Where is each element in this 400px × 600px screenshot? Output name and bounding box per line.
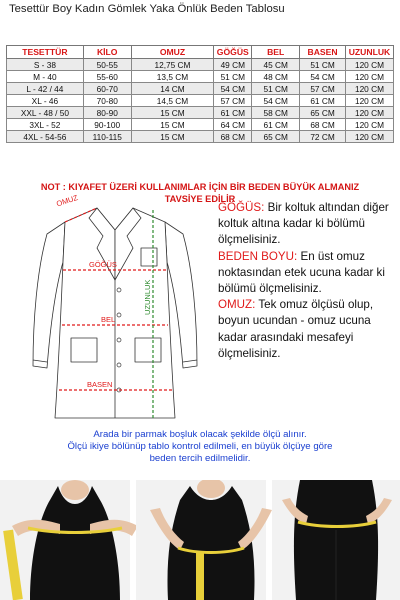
garment-measurement-diagram xyxy=(25,190,205,430)
text-gogus: Bir koltuk altından diğer koltuk altına kadar ki bölümü ölçmelisiniz. xyxy=(218,201,389,247)
term-beden-boyu: BEDEN BOYU: xyxy=(218,249,298,263)
table-cell: 49 CM xyxy=(214,59,252,71)
label-gogus: GÖĞÜS xyxy=(89,260,117,269)
table-cell: 3XL - 52 xyxy=(7,119,84,131)
table-cell: 15 CM xyxy=(131,119,214,131)
table-cell: 51 CM xyxy=(252,83,300,95)
table-cell: 51 CM xyxy=(300,59,346,71)
table-cell: 48 CM xyxy=(252,71,300,83)
table-cell: 120 CM xyxy=(345,83,393,95)
table-cell: L - 42 / 44 xyxy=(7,83,84,95)
header-bel: BEL xyxy=(252,46,300,59)
table-cell: 14,5 CM xyxy=(131,95,214,107)
table-cell: 120 CM xyxy=(345,131,393,143)
table-row xyxy=(7,83,394,95)
table-cell: 15 CM xyxy=(131,107,214,119)
table-cell: 54 CM xyxy=(252,95,300,107)
table-cell: 110-115 xyxy=(83,131,131,143)
page-title: Tesettür Boy Kadın Gömlek Yaka Önlük Beden Tablosu xyxy=(9,3,285,15)
instruction-line-3: beden tercih edilmelidir. xyxy=(149,453,251,464)
size-chart-table xyxy=(6,45,394,143)
left-lower-pocket xyxy=(71,338,97,362)
table-cell: M - 40 xyxy=(7,71,84,83)
table-row xyxy=(7,71,394,83)
table-cell: 72 CM xyxy=(300,131,346,143)
table-cell: 65 CM xyxy=(300,107,346,119)
table-cell: 80-90 xyxy=(83,107,131,119)
desc-omuz xyxy=(218,297,398,362)
photo-waist-measurement xyxy=(136,480,272,600)
table-cell: 120 CM xyxy=(345,59,393,71)
instruction-line-2: Ölçü ikiye bölünüp tablo kontrol edilmeli, en büyük ölçüye göre xyxy=(67,441,333,452)
table-cell: 55-60 xyxy=(83,71,131,83)
table-cell: 61 CM xyxy=(252,119,300,131)
table-cell: 90-100 xyxy=(83,119,131,131)
table-row xyxy=(7,131,394,143)
table-cell: 120 CM xyxy=(345,119,393,131)
label-uzunluk: UZUNLUK xyxy=(143,279,152,315)
table-cell: 45 CM xyxy=(252,59,300,71)
label-bel: BEL xyxy=(101,315,116,324)
breast-pocket xyxy=(141,248,157,266)
photo-hip-measurement xyxy=(272,480,400,600)
table-cell: 15 CM xyxy=(131,131,214,143)
table-cell: 68 CM xyxy=(214,131,252,143)
table-cell: 58 CM xyxy=(252,107,300,119)
table-cell: 70-80 xyxy=(83,95,131,107)
table-header-row xyxy=(7,46,394,59)
desc-gogus xyxy=(218,200,398,249)
instruction-line-1: Arada bir parmak boşluk olacak şekilde ölçü alınır. xyxy=(93,429,307,440)
term-omuz: OMUZ: xyxy=(218,298,256,312)
table-row xyxy=(7,119,394,131)
label-omuz: OMUZ xyxy=(55,192,80,209)
table-cell: 51 CM xyxy=(214,71,252,83)
table-cell: 54 CM xyxy=(300,71,346,83)
header-kilo: KİLO xyxy=(83,46,131,59)
table-cell: 57 CM xyxy=(214,95,252,107)
label-basen: BASEN xyxy=(87,380,113,389)
table-cell: 120 CM xyxy=(345,107,393,119)
table-cell: 64 CM xyxy=(214,119,252,131)
table-cell: 120 CM xyxy=(345,71,393,83)
measurement-instructions xyxy=(4,429,396,465)
table-cell: S - 38 xyxy=(7,59,84,71)
table-cell: 54 CM xyxy=(214,83,252,95)
table-cell: 50-55 xyxy=(83,59,131,71)
note-line-2: TAVSİYE EDİLİR xyxy=(164,194,236,204)
header-basen: BASEN xyxy=(300,46,346,59)
table-cell: 61 CM xyxy=(300,95,346,107)
header-uzunluk: UZUNLUK xyxy=(345,46,393,59)
table-cell: 61 CM xyxy=(214,107,252,119)
table-cell: 65 CM xyxy=(252,131,300,143)
measurement-photos xyxy=(0,480,400,600)
text-beden-boyu: En üst omuz noktasından etek ucuna kadar ki bölümü ölçmelisiniz. xyxy=(218,249,385,296)
table-cell: XXL - 48 / 50 xyxy=(7,107,84,119)
table-cell: 13,5 CM xyxy=(131,71,214,83)
table-row xyxy=(7,59,394,71)
header-gogus: GÖĞÜS xyxy=(214,46,252,59)
table-cell: XL - 46 xyxy=(7,95,84,107)
term-gogus: GÖĞÜS: xyxy=(218,201,265,214)
header-tesettur: TESETTÜR xyxy=(7,46,84,59)
table-row xyxy=(7,107,394,119)
measurement-descriptions xyxy=(218,200,398,362)
header-omuz: OMUZ xyxy=(131,46,214,59)
photo-chest-measurement xyxy=(0,480,138,600)
table-cell: 4XL - 54-56 xyxy=(7,131,84,143)
desc-beden-boyu xyxy=(218,249,398,298)
table-cell: 120 CM xyxy=(345,95,393,107)
right-lower-pocket xyxy=(135,338,161,362)
table-cell: 68 CM xyxy=(300,119,346,131)
table-cell: 12,75 CM xyxy=(131,59,214,71)
note-line-1: NOT : KIYAFET ÜZERİ KULLANIMLAR İÇİN BİR BEDEN BÜYÜK ALMANIZ xyxy=(40,182,360,192)
table-row xyxy=(7,95,394,107)
text-omuz: Tek omuz ölçüsü olup, boyun ucundan - omuz ucuna kadar arasındaki mesafeyi ölçmelisiniz. xyxy=(218,298,374,360)
table-cell: 14 CM xyxy=(131,83,214,95)
table-cell: 60-70 xyxy=(83,83,131,95)
table-cell: 57 CM xyxy=(300,83,346,95)
